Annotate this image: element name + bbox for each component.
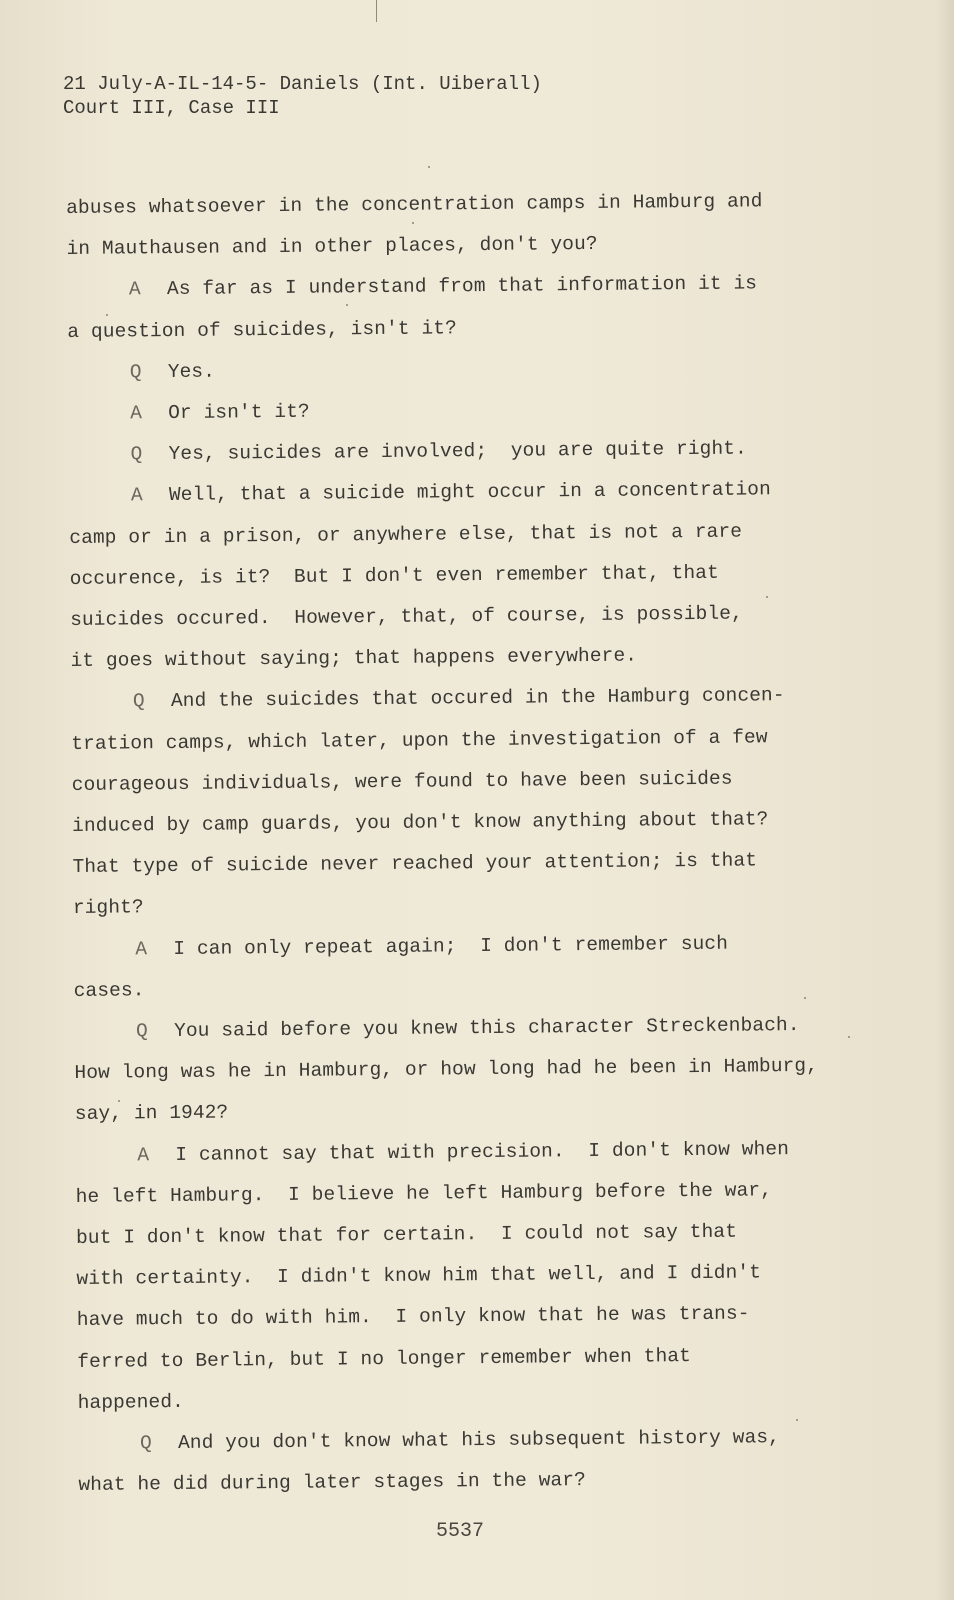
transcript-line-text: suicides occured. However, that, of course, is possible,	[70, 602, 743, 632]
page-edge-shadow	[936, 0, 954, 1600]
transcript-line	[66, 180, 866, 229]
transcript-line	[75, 1169, 875, 1218]
transcript-line	[78, 1458, 878, 1507]
paper-speck	[428, 166, 430, 168]
transcript-line-text: say, in 1942?	[74, 1101, 229, 1126]
page-number: 5537	[436, 1520, 485, 1543]
transcript-line	[69, 469, 869, 518]
transcript-line-text: occurence, is it? But I don't even remember that, that	[69, 561, 719, 590]
transcript-line	[67, 263, 867, 312]
transcript-line-text: happened.	[77, 1390, 184, 1414]
answer-marker: A	[130, 402, 143, 425]
transcript-line	[72, 840, 872, 889]
margin-mark	[376, 0, 377, 22]
transcript-body	[66, 180, 879, 1506]
document-header	[63, 72, 542, 120]
transcript-line-text: I cannot say that with precision. I don't know when	[175, 1137, 790, 1166]
transcript-line-text: Or isn't it?	[168, 400, 310, 425]
transcript-line-text: As far as I understand from that information it is	[166, 272, 758, 301]
question-marker: Q	[129, 361, 142, 384]
transcript-line-text: I can only repeat again; I don't remember such	[173, 932, 729, 960]
transcript-line-text: abuses whatsoever in the concentration camps in Hamburg and	[66, 190, 763, 219]
transcript-line-text: You said before you knew this character Streckenbach.	[173, 1014, 800, 1043]
transcript-line-text: cases.	[73, 979, 145, 1002]
transcript-line-text: And you don't know what his subsequent history was,	[177, 1426, 781, 1455]
header-court-line: Court III, Case III	[63, 97, 280, 119]
paper-speck	[106, 314, 108, 316]
paper-speck	[848, 1036, 850, 1038]
transcript-line-text: induced by camp guards, you don't know anything about that?	[72, 808, 769, 838]
transcript-line-text: courageous individuals, were found to have been suicides	[71, 767, 733, 796]
paper-speck	[804, 997, 806, 999]
paper-speck	[796, 1419, 798, 1421]
transcript-line-text: camp or in a prison, or anywhere else, that is not a rare	[69, 520, 743, 549]
question-marker: Q	[139, 1432, 152, 1455]
transcript-line-text: what he did during later stages in the war?	[78, 1469, 587, 1497]
transcript-line-text: That type of suicide never reached your attention; is that	[72, 849, 758, 879]
transcript-line-text: And the suicides that occured in the Hamburg concen-	[170, 684, 785, 713]
transcript-line-text: right?	[72, 896, 144, 920]
question-marker: Q	[135, 1020, 149, 1043]
transcript-line-text: Yes.	[167, 360, 216, 383]
transcript-line	[74, 1046, 874, 1095]
transcript-line-text: it goes without saying; that happens everywhere.	[70, 644, 638, 673]
transcript-line-text: Yes, suicides are involved; you are quite right.	[168, 437, 747, 466]
paper-speck	[766, 596, 768, 598]
answer-marker: A	[135, 937, 148, 961]
transcript-line	[71, 716, 871, 765]
question-marker: Q	[132, 690, 145, 713]
transcript-line-text: Well, that a suicide might occur in a concentration	[168, 478, 771, 507]
paper-speck	[412, 222, 414, 224]
transcript-line-text: have much to do with him. I only know that he was trans-	[76, 1302, 750, 1332]
transcript-line-text: in Mauthausen and in other places, don't you?	[66, 233, 598, 261]
answer-marker: A	[137, 1143, 150, 1167]
transcript-line-text: he left Hamburg. I believe he left Hamburg before the war,	[75, 1179, 773, 1208]
transcript-line-text: tration camps, which later, upon the investigation of a few	[71, 725, 768, 755]
transcript-line	[76, 1252, 876, 1301]
transcript-line-text: a question of suicides, isn't it?	[67, 316, 457, 343]
answer-marker: A	[128, 278, 141, 301]
transcript-line-text: but I don't know that for certain. I could not say that	[75, 1220, 738, 1250]
transcript-line-text: ferred to Berlin, but I no longer remember when that	[77, 1344, 692, 1373]
transcript-line	[78, 1416, 878, 1465]
question-marker: Q	[130, 443, 143, 466]
paper-speck	[346, 304, 348, 306]
transcript-line-text: How long was he in Hamburg, or how long had he been in Hamburg,	[74, 1055, 819, 1085]
transcript-line	[71, 675, 871, 724]
header-session-line: 21 July-A-IL-14-5- Daniels (Int. Uiberall)	[63, 73, 542, 95]
transcript-line-text: with certainty. I didn't know him that well, and I didn't	[76, 1261, 762, 1291]
paper-speck	[118, 1100, 120, 1102]
answer-marker: A	[130, 484, 143, 507]
